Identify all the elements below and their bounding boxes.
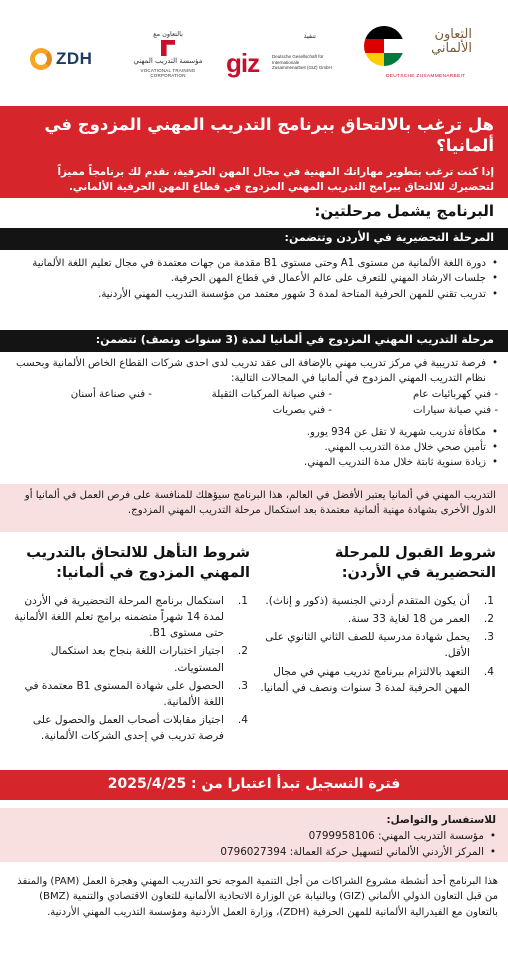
contact-box (0, 808, 508, 862)
trade-field: - فني صيانة المركبات الثقيلة (211, 388, 332, 400)
item-text: اجتياز اختبارات اللغة بنجاح بعد استكمال المستويات. (50, 645, 224, 674)
list-item: • تدريب تقني للمهن الحرفية المتاحة لمدة 3 شهور معتمد من مؤسسة التدريب المهني الأردنية. (10, 287, 498, 302)
list-item (14, 643, 250, 675)
list-item (260, 629, 496, 661)
stage1-heading: المرحلة التحضيرية في الأردن وتتضمن: (0, 228, 508, 250)
item-text: أن يكون المتقدم أردني الجنسية (ذكور و إناث). (265, 595, 470, 608)
logo-header (0, 0, 508, 100)
list-item (260, 593, 496, 609)
item-text: التعهد بالالتزام ببرنامج تدريب مهني في مجال المهن الحرفية لمدة 3 سنوات ونصف في ألمانيا. (260, 665, 470, 694)
admission-conditions (260, 544, 496, 698)
page-title: هل ترغب بالالتحاق ببرنامج التدريب المهني المزدوج في ألمانيا؟ (44, 115, 494, 156)
stage2-list (10, 356, 498, 470)
vtc-caption: بالتعاون مع (153, 30, 183, 38)
german-cooperation-logo (358, 22, 488, 86)
item-number: 1. (237, 595, 248, 608)
giz-caption: تنفيذ (303, 32, 316, 40)
contact-item: • مؤسسة التدريب المهني: 0799958106 (12, 828, 496, 844)
item-text: العمر من 18 لغاية 33 سنة. (347, 613, 470, 626)
trade-field: - فني كهربائيات عام (412, 388, 498, 400)
vtc-english-name: VOCATIONAL TRAINING CORPORATION (140, 67, 196, 78)
list-item: • مكافأة تدريب شهرية لا تقل عن 934 يورو. (10, 425, 498, 440)
list-item (14, 678, 250, 710)
list-item: • فرصة تدريبية في مركز تدريب مهني بالإضافة الى عقد تدريب لدى احدى شركات القطاع الخاص الألمانية وبحسب نظام التدريب المهني المزدوج في ألمانيا في المجالات التالية: (10, 356, 498, 387)
registration-banner: فترة التسجيل تبدأ اعتبارا من : 2025/4/25 (0, 770, 508, 800)
zdh-ring-icon (30, 48, 52, 70)
list-item: • زيادة سنوية ثابتة خلال مدة التدريب المهني. (10, 455, 498, 470)
item-text: استكمال برنامج المرحلة التحضيرية في الأردن لمدة 14 شهراً متضمنه برامج تعلم اللغة الألمانية حتى مستوى B1. (14, 595, 224, 640)
item-text: اجتياز مقابلات أصحاب العمل والحصول على فرصة تدريب في إحدى الشركات الألمانية. (32, 713, 224, 742)
title-banner (0, 106, 508, 198)
cooperation-english-text: DEUTSCHE ZUSAMMENARBEIT (386, 74, 466, 79)
cooperation-arabic-text: التعاون الألماني (431, 27, 472, 56)
footer-text: هذا البرنامج أحد أنشطة مشروع الشراكات من أجل التنمية الموجه نحو التدريب المهني وهجرة العمل (PAM) والمنفذ من قبل التعاون الدولي الألماني (GIZ) وبالنيابة عن الوزارة الاتحادية الألمانية للتعاون الاقتصادي والتنمية (BMZ) بالتعاون مع الفيدرالية الألمانية للمهن الحرفية (ZDH)، وزارة العمل الأردنية ومؤسسة التدريب المهني الأردنية. (17, 876, 498, 918)
list-item (260, 611, 496, 627)
item-number: 3. (483, 631, 494, 644)
list-item (14, 593, 250, 641)
giz-full-name: Deutsche Gesellschaft für Internationale Zusammenarbeit (GIZ) GmbH (272, 54, 332, 71)
qualification-conditions (14, 544, 250, 746)
list-item: • تأمين صحي خلال مدة التدريب المهني. (10, 440, 498, 455)
item-number: 4. (483, 665, 494, 678)
item-number: 2. (483, 613, 494, 626)
trade-field: - فني صناعة أسنان (70, 388, 152, 400)
item-text: يحمل شهادة مدرسية للصف الثاني الثانوي على الأقل. (265, 631, 470, 660)
item-number: 2. (237, 645, 248, 658)
stage2-heading: مرحلة التدريب المهني المزدوج في ألمانيا لمدة (3 سنوات ونصف) تتضمن: (0, 330, 508, 352)
list-item (260, 664, 496, 696)
trade-field: - فني بصريات (272, 404, 332, 416)
list-item (14, 712, 250, 744)
zdh-logo (30, 48, 92, 70)
item-number: 4. (237, 713, 248, 726)
intro-text: إذا كنت ترغب بتطوير مهاراتك المهنية في مجال المهن الحرفية، نقدم لك برنامجاً مميزاً لتحضيرك للالتحاق ببرامج التدريب المهني المزدوج في قطاع المهن الحرفية الألماني. (57, 165, 494, 193)
contact-title: للاستفسار والتواصل: (386, 814, 496, 826)
admission-heading: شروط القبول للمرحلة التحضيرية في الأردن: (334, 545, 496, 581)
item-text: الحصول على شهادة المستوى B1 معتمدة في اللغة الألمانية. (24, 679, 224, 708)
contact-item: • المركز الأردني الألماني لتسهيل حركة العمالة: 0796027394 (12, 844, 496, 860)
vtc-arabic-name: مؤسسة التدريب المهني (133, 57, 203, 65)
germany-training-note: التدريب المهني في ألمانيا يعتبر الأفضل في العالم، هذا البرنامج سيؤهلك للمنافسة على فرص العمل في ألمانيا أو الدول الأخرى بشهادة مهنية ألمانية معتمدة بعد استكمال مرحلة التدريب المهني المزدوج. (0, 484, 508, 532)
trade-fields (10, 387, 498, 419)
qualification-heading: شروط التأهل للالتحاق بالتدريب المهني المزدوج في ألمانيا: (26, 545, 250, 581)
list-item: • جلسات الارشاد المهني للتعرف على عالم الأعمال في قطاع المهن الحرفية. (10, 271, 498, 286)
program-heading: البرنامج يشمل مرحلتين: (314, 202, 494, 220)
vtc-mark-icon (161, 40, 175, 56)
list-item: • دورة اللغة الألمانية من مستوى A1 وحتى مستوى B1 مقدمة من جهات معتمدة في مجال تعليم اللغة الألمانية (10, 256, 498, 271)
item-number: 1. (483, 595, 494, 608)
zdh-logo-text: ZDH (56, 49, 93, 68)
trade-field: - فني صيانة سيارات (412, 404, 498, 416)
item-number: 3. (237, 679, 248, 692)
vtc-logo (128, 30, 208, 78)
giz-wordmark: giz (226, 48, 260, 78)
stage1-list (10, 256, 498, 302)
